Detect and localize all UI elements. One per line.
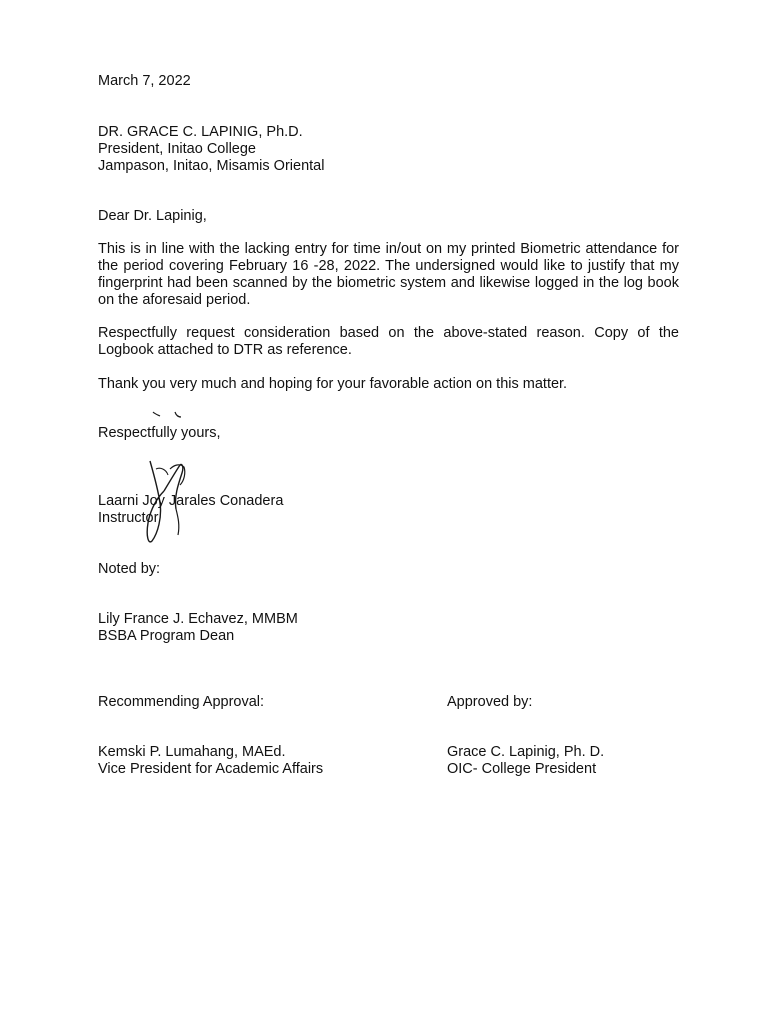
ink-mark-icon — [145, 406, 185, 426]
recommending-title: Vice President for Academic Affairs — [98, 761, 324, 777]
recommending-approval-label: Recommending Approval: — [98, 694, 265, 710]
noted-by-title: BSBA Program Dean — [98, 628, 235, 644]
sender-name: Laarni Joy Jarales Conadera — [98, 493, 284, 509]
salutation: Dear Dr. Lapinig, — [98, 208, 207, 224]
recommending-name: Kemski P. Lumahang, MAEd. — [98, 744, 286, 760]
recipient-position: President, Initao College — [98, 141, 256, 157]
closing: Respectfully yours, — [98, 425, 221, 441]
sender-title: Instructor — [98, 510, 159, 526]
approved-by-label: Approved by: — [447, 694, 533, 710]
body-paragraph-3: Thank you very much and hoping for your favorable action on this matter. — [98, 376, 568, 392]
approver-title: OIC- College President — [447, 761, 597, 777]
letter-date: March 7, 2022 — [98, 73, 191, 89]
body-paragraph-1: This is in line with the lacking entry for time in/out on my printed Biometric attendance for the period covering February 16 -28, 2022. The undersigned would like to justify that my fingerprint had been scanned by the biometric system and likewise logged in the log book on the aforesaid period. — [98, 241, 679, 308]
recipient-name: DR. GRACE C. LAPINIG, Ph.D. — [98, 124, 303, 140]
noted-by-label: Noted by: — [98, 561, 161, 577]
approver-name: Grace C. Lapinig, Ph. D. — [447, 744, 605, 760]
body-paragraph-2: Respectfully request consideration based on the above-stated reason. Copy of the Logbook attached to DTR as reference. — [98, 325, 679, 358]
recipient-address: Jampason, Initao, Misamis Oriental — [98, 158, 325, 174]
noted-by-name: Lily France J. Echavez, MMBM — [98, 611, 298, 627]
